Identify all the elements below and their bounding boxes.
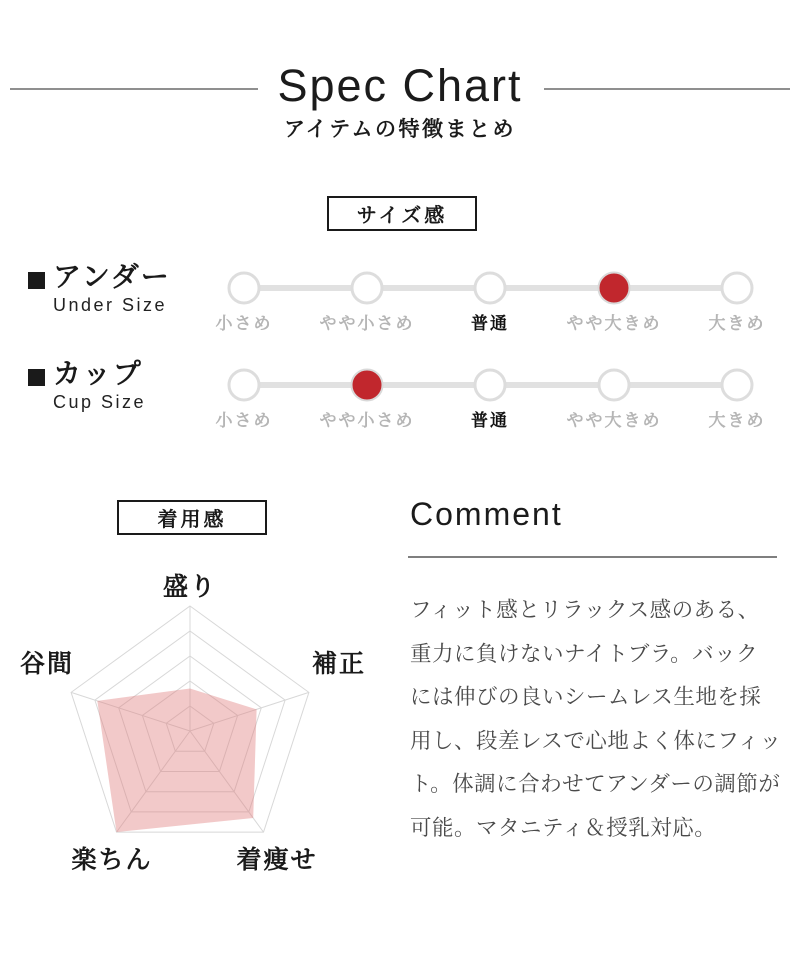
scale-option-label: やや大きめ bbox=[566, 411, 662, 430]
radar-chart bbox=[20, 560, 380, 880]
scale-label-en: Cup Size bbox=[53, 391, 147, 412]
bullet-square-icon bbox=[28, 272, 45, 289]
scale-row-cup bbox=[0, 359, 800, 439]
scale-label-jp: アンダー bbox=[53, 261, 171, 292]
radar-data-polygon bbox=[97, 689, 256, 833]
scale-row-label bbox=[28, 359, 146, 413]
scale-option-label: やや大きめ bbox=[566, 314, 662, 333]
radar-axis-label: 盛り bbox=[162, 573, 218, 601]
scale-option-label: やや小さめ bbox=[319, 314, 415, 333]
size-section-badge: サイズ感 bbox=[327, 196, 477, 231]
scale-option-label: やや小さめ bbox=[319, 411, 415, 430]
bullet-square-icon bbox=[28, 369, 45, 386]
scale-point-selected bbox=[351, 369, 384, 402]
radar-axis-label: 楽ちん bbox=[71, 846, 153, 874]
comment-text: フィット感とリラックス感のある、 重力に負けないナイトブラ。バック には伸びの良いシームレス生地を採 用し、段差レスで心地よく体にフィッ ト。体調に合わせてアンダーの調節が 可能。マタニティ＆授乳対応。 bbox=[410, 598, 782, 840]
scale-point bbox=[351, 272, 384, 305]
scale-row-label bbox=[28, 262, 171, 316]
scale-option-label: 小さめ bbox=[215, 314, 273, 333]
scale-option-label: 大きめ bbox=[708, 314, 766, 333]
scale-point bbox=[474, 272, 507, 305]
scale-option-label: 小さめ bbox=[215, 411, 273, 430]
fit-section-badge: 着用感 bbox=[117, 500, 267, 535]
scale-point-selected bbox=[598, 272, 631, 305]
scale-option-label: 大きめ bbox=[708, 411, 766, 430]
scale-point bbox=[598, 369, 631, 402]
comment-rule bbox=[408, 556, 777, 558]
radar-axis-label: 補正 bbox=[311, 650, 367, 678]
scale-point bbox=[721, 369, 754, 402]
scale-label-jp: カップ bbox=[53, 358, 143, 389]
scale-option-label: 普通 bbox=[471, 314, 509, 333]
radar-axis-label: 着痩せ bbox=[236, 846, 318, 874]
comment-heading: Comment bbox=[410, 496, 563, 532]
scale-point bbox=[721, 272, 754, 305]
scale-point bbox=[228, 272, 261, 305]
radar-axis-label: 谷間 bbox=[19, 650, 75, 678]
title-rule-right bbox=[544, 88, 790, 90]
scale-point bbox=[228, 369, 261, 402]
page-title: Spec Chart bbox=[277, 60, 523, 111]
scale-row-under bbox=[0, 262, 800, 342]
scale-label-en: Under Size bbox=[53, 294, 168, 315]
scale-point bbox=[474, 369, 507, 402]
page-subtitle: アイテムの特徴まとめ bbox=[283, 118, 517, 141]
scale-option-label: 普通 bbox=[471, 411, 509, 430]
